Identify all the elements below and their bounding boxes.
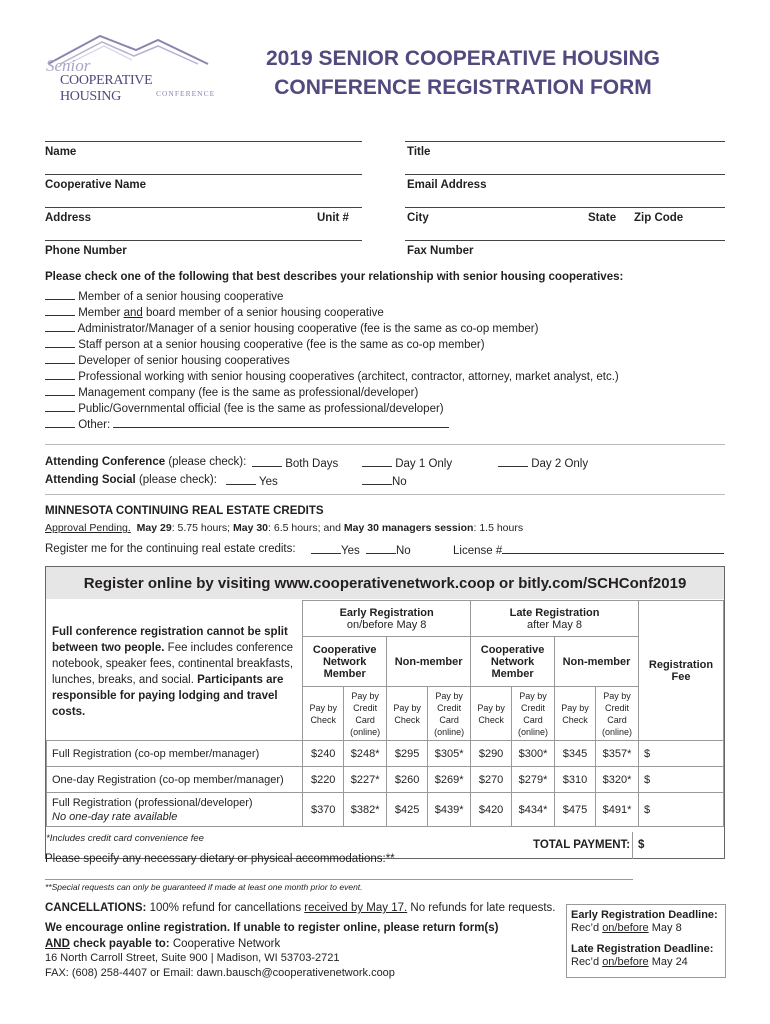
coop-name-label: Cooperative Name bbox=[45, 179, 146, 191]
mailing-address: 16 North Carroll Street, Suite 900 | Madison, WI 53703-2721 bbox=[45, 952, 340, 964]
price-cell: $300* bbox=[512, 741, 555, 767]
option-board-member[interactable]: Member and board member of a senior housing cooperative bbox=[45, 305, 384, 319]
price-cell: $425 bbox=[387, 793, 428, 827]
price-cell: $420 bbox=[471, 793, 512, 827]
name-line[interactable] bbox=[45, 141, 362, 142]
title-line[interactable] bbox=[405, 141, 725, 142]
price-cell: $240 bbox=[303, 741, 344, 767]
fee-table bbox=[46, 600, 724, 827]
price-cell: $227* bbox=[344, 767, 387, 793]
dietary-label: Please specify any necessary dietary or physical accommodations:** bbox=[45, 853, 395, 865]
logo-coop-housing: COOPERATIVE HOUSING bbox=[60, 73, 153, 104]
encourage-online: We encourage online registration. If unable to register online, please return form(s) bbox=[45, 922, 499, 934]
total-payment-value[interactable]: $ bbox=[638, 839, 645, 851]
online-register-link[interactable]: Register online by visiting www.cooperativenetwork.coop or bitly.com/SCHConf2019 bbox=[83, 575, 687, 592]
early-coop-header: Cooperative Network Member bbox=[303, 637, 387, 687]
price-cell: $305* bbox=[428, 741, 471, 767]
pay-credit-header: Pay by Credit Card (online) bbox=[344, 687, 387, 741]
option-administrator[interactable]: Administrator/Manager of a senior housing cooperative (fee is the same as co-op member) bbox=[45, 321, 538, 335]
city-line[interactable] bbox=[405, 207, 725, 208]
option-day2[interactable]: Day 2 Only bbox=[498, 456, 588, 470]
check-payable: AND check payable to: Cooperative Network bbox=[45, 938, 281, 950]
option-social-yes[interactable]: Yes bbox=[226, 474, 278, 488]
email-line[interactable] bbox=[405, 174, 725, 175]
phone-line[interactable] bbox=[45, 240, 362, 241]
option-management[interactable]: Management company (fee is the same as professional/developer) bbox=[45, 385, 418, 399]
option-staff[interactable]: Staff person at a senior housing cooperative (fee is the same as co-op member) bbox=[45, 337, 485, 351]
price-cell: $345 bbox=[555, 741, 596, 767]
table-row bbox=[47, 741, 724, 767]
credits-no[interactable]: No bbox=[366, 543, 411, 557]
late-non-member-header: Non-member bbox=[555, 637, 639, 687]
option-both-days[interactable]: Both Days bbox=[252, 456, 338, 470]
row-label: Full Registration (co-op member/manager) bbox=[47, 741, 303, 767]
option-day1[interactable]: Day 1 Only bbox=[362, 456, 452, 470]
logo-conference: CONFERENCE bbox=[156, 89, 216, 98]
late-registration-header: Late Registration after May 8 bbox=[471, 601, 639, 637]
page-title: 2019 SENIOR COOPERATIVE HOUSING CONFERENCE REGISTRATION FORM bbox=[265, 47, 661, 99]
registration-fee-header: Registration Fee bbox=[638, 601, 723, 741]
fee-input[interactable]: $ bbox=[638, 793, 723, 827]
fax-line[interactable] bbox=[405, 240, 725, 241]
split-notice: Full conference registration cannot be split between two people. Fee includes conference notebook, speaker fees, continental breakfasts, lunches, breaks, and social. Participants are responsible for paying lodging and travel costs. bbox=[52, 626, 294, 718]
state-label: State bbox=[588, 212, 617, 224]
name-label: Name bbox=[45, 146, 77, 158]
phone-label: Phone Number bbox=[45, 245, 127, 257]
pay-credit-header: Pay by Credit Card (online) bbox=[428, 687, 471, 741]
pay-credit-header: Pay by Credit Card (online) bbox=[596, 687, 639, 741]
footnote: *Includes credit card convenience fee bbox=[46, 833, 204, 844]
price-cell: $382* bbox=[344, 793, 387, 827]
price-cell: $269* bbox=[428, 767, 471, 793]
credits-hours: Approval Pending. May 29: 5.75 hours; May 30: 6.5 hours; and May 30 managers session: 1.5 hours bbox=[45, 522, 524, 534]
logo-senior: Senior bbox=[46, 56, 91, 75]
price-cell: $357* bbox=[596, 741, 639, 767]
price-cell: $279* bbox=[512, 767, 555, 793]
pay-check-header: Pay by Check bbox=[387, 687, 428, 741]
logo bbox=[40, 30, 216, 104]
early-deadline-date: Rec’d on/before May 8 bbox=[571, 922, 682, 934]
address-line[interactable] bbox=[45, 207, 362, 208]
divider bbox=[45, 444, 725, 445]
relationship-prompt: Please check one of the following that best describes your relationship with senior housing cooperatives: bbox=[45, 271, 624, 283]
special-requests-note: **Special requests can only be guaranteed if made at least one month prior to event. bbox=[45, 882, 363, 892]
late-deadline-date: Rec’d on/before May 24 bbox=[571, 956, 688, 968]
total-payment-label: TOTAL PAYMENT: bbox=[533, 839, 631, 851]
divider bbox=[632, 832, 633, 859]
pay-credit-header: Pay by Credit Card (online) bbox=[512, 687, 555, 741]
early-non-member-header: Non-member bbox=[387, 637, 471, 687]
early-registration-header: Early Registration on/before May 8 bbox=[303, 601, 471, 637]
price-cell: $320* bbox=[596, 767, 639, 793]
row-label: Full Registration (professional/developer) No one-day rate available bbox=[47, 793, 303, 827]
dietary-line[interactable] bbox=[45, 879, 633, 880]
price-cell: $475 bbox=[555, 793, 596, 827]
pay-check-header: Pay by Check bbox=[555, 687, 596, 741]
option-member[interactable]: Member of a senior housing cooperative bbox=[45, 289, 283, 303]
price-cell: $491* bbox=[596, 793, 639, 827]
pay-check-header: Pay by Check bbox=[471, 687, 512, 741]
city-label: City bbox=[407, 212, 429, 224]
fax-email: FAX: (608) 258-4407 or Email: dawn.bausch@cooperativenetwork.coop bbox=[45, 967, 395, 979]
title-label: Title bbox=[407, 146, 431, 158]
price-cell: $434* bbox=[512, 793, 555, 827]
option-public[interactable]: Public/Governmental official (fee is the same as professional/developer) bbox=[45, 401, 444, 415]
cancellation-policy: CANCELLATIONS: 100% refund for cancellations received by May 17. No refunds for late requests. bbox=[45, 902, 556, 914]
zip-label: Zip Code bbox=[634, 212, 684, 224]
credits-yes[interactable]: Yes bbox=[311, 543, 360, 557]
unit-label: Unit # bbox=[317, 212, 349, 224]
price-cell: $290 bbox=[471, 741, 512, 767]
divider bbox=[45, 494, 725, 495]
price-cell: $260 bbox=[387, 767, 428, 793]
option-social-no[interactable]: No bbox=[362, 474, 407, 488]
deadline-box: Early Registration Deadline: Rec’d on/before May 8 Late Registration Deadline: Rec’d on/before May 24 bbox=[566, 904, 726, 978]
price-cell: $439* bbox=[428, 793, 471, 827]
credits-heading: MINNESOTA CONTINUING REAL ESTATE CREDITS bbox=[45, 505, 324, 517]
option-developer[interactable]: Developer of senior housing cooperatives bbox=[45, 353, 290, 367]
license-field[interactable]: License # bbox=[453, 543, 724, 557]
price-cell: $248* bbox=[344, 741, 387, 767]
fee-input[interactable]: $ bbox=[638, 741, 723, 767]
email-label: Email Address bbox=[407, 179, 487, 191]
fax-label: Fax Number bbox=[407, 245, 474, 257]
late-coop-header: Cooperative Network Member bbox=[471, 637, 555, 687]
option-other[interactable]: Other: bbox=[45, 417, 449, 431]
price-cell: $370 bbox=[303, 793, 344, 827]
price-cell: $295 bbox=[387, 741, 428, 767]
price-cell: $220 bbox=[303, 767, 344, 793]
table-row bbox=[47, 793, 724, 827]
address-label: Address bbox=[45, 212, 92, 224]
table-spacer bbox=[47, 601, 303, 741]
option-professional[interactable]: Professional working with senior housing cooperatives (architect, contractor, attorney, market analyst, etc.) bbox=[45, 369, 619, 383]
table-row bbox=[47, 767, 724, 793]
pay-check-header: Pay by Check bbox=[303, 687, 344, 741]
row-label: One-day Registration (co-op member/manager) bbox=[47, 767, 303, 793]
attending-social: Attending Social (please check): bbox=[45, 474, 217, 486]
price-cell: $270 bbox=[471, 767, 512, 793]
credits-register-label: Register me for the continuing real estate credits: bbox=[45, 543, 296, 555]
attending-conference: Attending Conference (please check): bbox=[45, 456, 247, 468]
coop-name-line[interactable] bbox=[45, 174, 362, 175]
fee-input[interactable]: $ bbox=[638, 767, 723, 793]
price-cell: $310 bbox=[555, 767, 596, 793]
